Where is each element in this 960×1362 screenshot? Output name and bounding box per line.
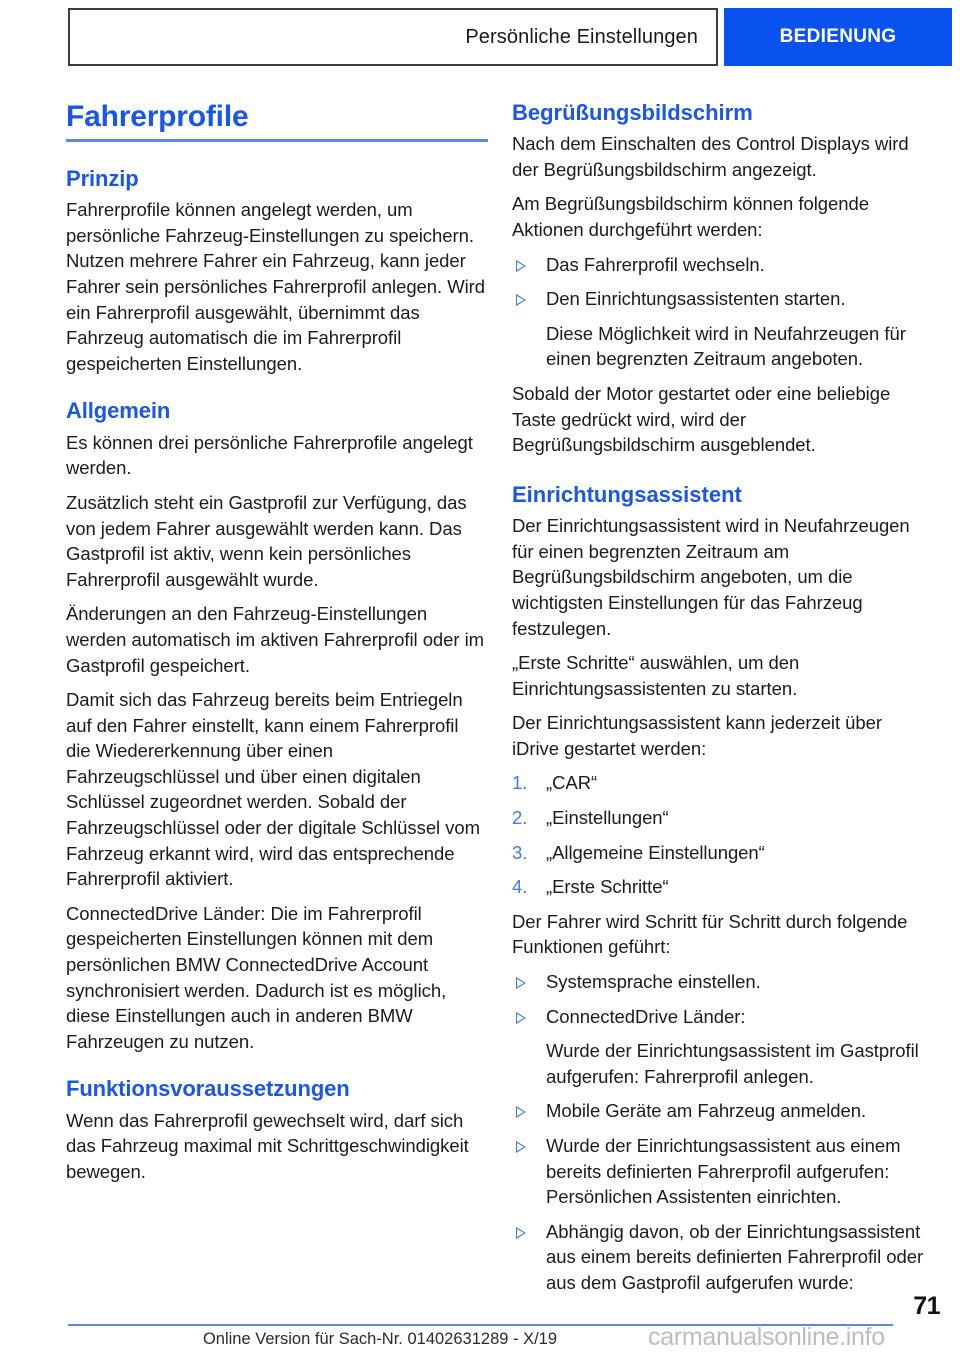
- paragraph: „Erste Schritte“ auswählen, um den Einrichtungsassistenten zu starten.: [512, 652, 800, 699]
- page-header: [68, 8, 952, 66]
- footer-note: Online Version für Sach-Nr. 01402631289 - X/19: [202, 1330, 558, 1348]
- left-column: [66, 100, 488, 1184]
- paragraph: Der Einrichtungsassistent wird in Neufahrzeugen für einen begrenzten Zeitraum am Begrüßungsbildschirm angeboten, um die wichtigsten Einstellungen für das Fahrzeug festzulegen.: [512, 515, 910, 639]
- triangle-bullet-icon: [516, 1012, 526, 1024]
- paragraph: Am Begrüßungsbildschirm können folgende Aktionen durchgeführt werden:: [512, 193, 869, 241]
- list-item-label: Abhängig davon, ob der Einrichtungsassistent aus einem bereits definierten Fahrerprofil oder aus dem Gastprofil aufgerufen wurde:: [546, 1220, 924, 1293]
- list-item-label: Den Einrichtungsassistenten starten.: [546, 288, 846, 310]
- paragraph: Der Fahrer wird Schritt für Schritt durch folgende Funktionen geführt:: [512, 910, 908, 958]
- bullet-list: [512, 1098, 934, 1295]
- list-item-number: 3.: [512, 841, 528, 863]
- list-item-label: „CAR“: [546, 772, 598, 794]
- list-item: [512, 252, 934, 278]
- list-item: [512, 770, 934, 796]
- paragraph: Änderungen an den Fahrzeug-Einstellungen werden automatisch im aktiven Fahrerprofil oder im Gastprofil gespeichert.: [66, 603, 485, 676]
- list-item-label: Systemsprache einstellen.: [546, 971, 761, 993]
- list-item-label: „Erste Schritte“: [546, 876, 669, 898]
- triangle-bullet-icon: [516, 977, 526, 989]
- footer-rule: [68, 1324, 893, 1326]
- paragraph: Sobald der Motor gestartet oder eine beliebige Taste gedrückt wird, wird der Begrüßungsbildschirm ausgeblendet.: [512, 383, 891, 456]
- list-item: [512, 1098, 934, 1124]
- chapter-title: Fahrerprofile: [66, 100, 249, 133]
- section-title-einrichtungsassistent: Einrichtungsassistent: [512, 481, 742, 507]
- list-item-label: Mobile Geräte am Fahrzeug anmelden.: [546, 1100, 867, 1122]
- list-item-number: 4.: [512, 876, 528, 898]
- paragraph: Zusätzlich steht ein Gastprofil zur Verfügung, das von jedem Fahrer ausgewählt werden kann. Das Gastprofil ist aktiv, wenn kein persönliches Fahrerprofil ausgewählt wurde.: [66, 491, 467, 590]
- list-item-label: Das Fahrerprofil wechseln.: [546, 253, 765, 275]
- paragraph: Der Einrichtungsassistent kann jederzeit über iDrive gestartet werden:: [512, 712, 882, 759]
- section-title-prinzip: Prinzip: [66, 166, 139, 191]
- bullet-list: [512, 252, 934, 312]
- list-item-number: 1.: [512, 772, 528, 794]
- triangle-bullet-icon: [516, 294, 526, 306]
- paragraph: ConnectedDrive Länder: Die im Fahrerprofil gespeicherten Einstellungen können mit dem persönlichen BMW ConnectedDrive Account synchronisiert werden. Dadurch ist es möglich, diese Einstellungen auch in anderen BMW Fahrzeugen zu nutzen.: [66, 902, 447, 1052]
- list-item: [512, 1004, 934, 1030]
- triangle-bullet-icon: [516, 260, 526, 272]
- list-item: [512, 969, 934, 995]
- section-tab-label: BEDIENUNG: [779, 26, 897, 47]
- paragraph: Fahrerprofile können angelegt werden, um persönliche Fahrzeug-Einstellungen zu speichern. Nutzen mehrere Fahrer ein Fahrzeug, kann jeder Fahrer sein persönliches Fahrerprofil anlegen. Wird ein Fahrerprofil ausgewählt, übernimmt das Fahrzeug automatisch die im Fahrerprofil gespeicherten Einstellungen.: [66, 199, 486, 374]
- numbered-list: [512, 770, 934, 899]
- page-number: 71: [913, 1292, 940, 1320]
- bullet-list: [512, 969, 934, 1029]
- section-title-begruessungsbildschirm: Begrüßungsbildschirm: [512, 100, 753, 125]
- list-item: [512, 1133, 934, 1210]
- sub-note: Diese Möglichkeit wird in Neufahrzeugen für einen begrenzten Zeitraum angeboten.: [546, 322, 906, 370]
- sub-note: Wurde der Einrichtungsassistent im Gastprofil aufgerufen: Fahrerprofil anlegen.: [546, 1040, 919, 1087]
- right-column: [512, 100, 934, 1305]
- chapter-title-rule: [66, 139, 488, 142]
- list-item-number: 2.: [512, 807, 528, 829]
- paragraph: Es können drei persönliche Fahrerprofile angelegt werden.: [66, 431, 473, 479]
- list-item-label: ConnectedDrive Länder:: [546, 1005, 746, 1027]
- list-item-label: „Allgemeine Einstellungen“: [546, 841, 765, 863]
- list-item: [512, 874, 934, 900]
- list-item: [512, 286, 934, 312]
- paragraph: Damit sich das Fahrzeug bereits beim Entriegeln auf den Fahrer einstellt, kann einem Fahrerprofil die Wiedererkennung über einen Fahrzeugschlüssel und über einen digitalen Schlüssel zugeordnet werden. Sobald der Fahrzeugschlüssel oder der digitale Schlüssel vom Fahrzeug erkannt wird, wird das entsprechende Fahrerprofil aktiviert.: [66, 689, 481, 890]
- breadcrumb-title: Persönliche Einstellungen: [465, 25, 698, 48]
- triangle-bullet-icon: [516, 1141, 526, 1153]
- triangle-bullet-icon: [516, 1106, 526, 1118]
- section-title-funktionsvoraussetzungen: Funktionsvoraussetzungen: [66, 1076, 350, 1102]
- list-item: [512, 840, 934, 866]
- list-item-label: „Einstellungen“: [546, 807, 669, 829]
- triangle-bullet-icon: [516, 1227, 526, 1239]
- paragraph: Nach dem Einschalten des Control Displays wird der Begrüßungsbildschirm angezeigt.: [512, 133, 909, 180]
- section-tab-bedienung: [724, 8, 952, 66]
- section-title-allgemein: Allgemein: [66, 398, 171, 424]
- watermark: carmanualsonline.info: [648, 1323, 885, 1351]
- list-item-label: Wurde der Einrichtungsassistent aus einem bereits definierten Fahrerprofil aufgerufen: Persönlichen Assistenten einrichten.: [546, 1135, 901, 1208]
- paragraph: Wenn das Fahrerprofil gewechselt wird, darf sich das Fahrzeug maximal mit Schrittgeschwindigkeit bewegen.: [66, 1109, 469, 1182]
- list-item: [512, 805, 934, 831]
- breadcrumb-box: [68, 8, 718, 66]
- page-footer: [0, 1282, 960, 1362]
